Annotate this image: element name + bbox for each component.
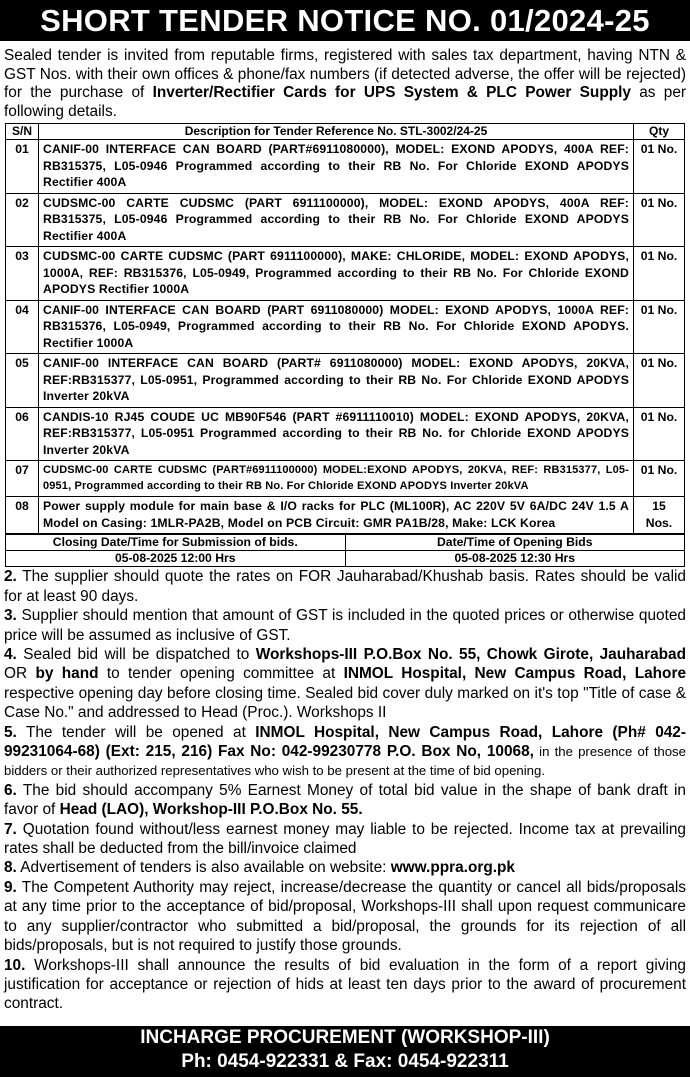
clause-5 <box>4 723 686 781</box>
intro-item-name: Inverter/Rectifier Cards for UPS System & PLC Power Supply <box>152 84 631 102</box>
clause-text: Sealed bid will be dispatched to <box>16 646 256 663</box>
items-table <box>5 123 685 534</box>
header-sn: S/N <box>6 124 39 140</box>
clause-number: 8. <box>4 859 17 877</box>
clause-number: 4. <box>4 646 17 663</box>
clause-7 <box>4 820 686 859</box>
row-sn: 03 <box>6 247 39 301</box>
row-qty: 01 No. <box>634 407 685 461</box>
intro-text: Sealed tender is invited from reputable firms, registered with sales tax department, having NTN & GST Nos. with their own offices & phone/fax numbers (if detected adverse, the offer will be rejected) for the purchase of <box>4 47 686 102</box>
clause-number: 2. <box>4 568 17 586</box>
row-description: CANIF-00 INTERFACE CAN BOARD (PART#6911080000), MODEL: EXOND APODYS, 400A REF: RB315375, L05-0946 Programmed according to their RB No. For Chloride EXOND APODYS Rectifier 400A <box>39 140 634 194</box>
table-header-row <box>6 124 685 140</box>
table-row <box>6 407 685 461</box>
opening-venue: INMOL Hospital, New Campus Road, Lahore (Ph# 042-99231064-68) (Ext: 215, 216) Fax No: 042-99230778 P.O. Box No, 10068, <box>4 723 686 761</box>
row-qty: 01 No. <box>634 247 685 301</box>
intro-text-end: as per following details. <box>4 84 686 120</box>
row-sn: 04 <box>6 300 39 354</box>
clause-number: 5. <box>4 723 17 741</box>
header-description: Description for Tender Reference No. STL-3002/24-25 <box>39 124 634 140</box>
row-description: CANDIS-10 RJ45 COUDE UC MB90F546 (PART #6911110010) MODEL: EXOND APODYS, 20KVA, REF:RB315377, L05-0951 Programmed according to their RB No. for Chloride EXOND APODYS Inverter 20kVA <box>39 407 634 461</box>
dates-table <box>5 534 685 567</box>
by-hand-text: by hand <box>35 665 99 683</box>
intro-paragraph <box>0 41 690 121</box>
dates-value-row <box>6 551 685 567</box>
clause-text: Workshops-III shall announce the results of bid evaluation in the form of a report giving justification for acceptance or rejection of hids at least ten days prior to the award of procurement contract. <box>4 956 686 1013</box>
row-qty: 01 No. <box>634 300 685 354</box>
table-row <box>6 300 685 354</box>
clause-text: The Competent Authority may reject, increase/decrease the quantity or cancel all bids/proposals at any time prior to the acceptance of bid/proposal, Workshops-III shall upon request communicare to any supplier/contractor who submitted a bid/proposal, the grounds for its rejection of all bids/proposals, but is not required to justify those grounds. <box>4 878 686 955</box>
row-sn: 01 <box>6 140 39 194</box>
clause-10 <box>4 956 686 1014</box>
closing-label: Closing Date/Time for Submission of bids. <box>6 535 346 551</box>
footer-contact: Ph: 0454-922331 & Fax: 0454-922311 <box>181 1051 509 1072</box>
clause-number: 7. <box>4 820 17 838</box>
contact-footer <box>0 1026 690 1077</box>
payee-name: Head (LAO), Workshop-III P.O.Box No. 55. <box>59 801 363 819</box>
row-description: CUDSMC-00 CARTE CUDSMC (PART#6911100000) MODEL:EXOND APODYS, 20KVA, REF: RB315377, L05-0951, Programmed according to their RB No. For Chloride EXOND APODYS Inverter 20kVA <box>39 461 634 497</box>
dispatch-address: Workshops-III P.O.Box No. 55, Chowk Girote, Jauharabad <box>255 646 686 663</box>
row-description: CUDSMC-00 CARTE CUDSMC (PART 6911100000), MODEL: EXOND APODYS, 400A REF: RB315375, L05-0946 Programmed according to their RB No. For Chloride EXOND APODYS Rectifier 400A <box>39 193 634 247</box>
terms-section <box>0 567 690 1013</box>
clause-number: 3. <box>4 607 17 625</box>
clause-text: The supplier should quote the rates on FOR Jauharabad/Khushab basis. Rates should be valid for at least 90 days. <box>4 568 686 605</box>
clause-text: to tender opening committee at <box>98 665 344 683</box>
committee-address: INMOL Hospital, New Campus Road, Lahore <box>343 665 687 683</box>
table-row <box>6 247 685 301</box>
clause-text: Quotation found without/less earnest money may liable to be rejected. Income tax at prevailing rates shall be deducted from the bill/invoice claimed <box>4 820 686 858</box>
footer-title: INCHARGE PROCUREMENT (WORKSHOP-III) <box>140 1027 550 1048</box>
row-qty: 01 No. <box>634 461 685 497</box>
clause-4 <box>4 645 686 723</box>
clause-6 <box>4 781 686 820</box>
row-qty: 01 No. <box>634 193 685 247</box>
row-qty: 01 No. <box>634 354 685 408</box>
clause-8 <box>4 858 686 877</box>
row-sn: 07 <box>6 461 39 497</box>
clause-text: in the presence of those bidders or their authorized representatives who wish to be present at the time of bid opening. <box>4 744 686 779</box>
clause-3 <box>4 606 686 645</box>
clause-number: 10. <box>4 956 26 974</box>
row-sn: 08 <box>6 497 39 534</box>
clause-text: The bid should accompany 5% Earnest Money of total bid value in the shape of bank draft in favor of <box>4 781 686 819</box>
header-qty: Qty <box>634 124 685 140</box>
opening-label: Date/Time of Opening Bids <box>345 535 685 551</box>
row-description: CANIF-00 INTERFACE CAN BOARD (PART 6911080000) MODEL: EXOND APODYS, 1000A REF: RB315376, L05-0949, Programmed according to their RB No. For Chloride EXOND APODYS. Rectifier 1000A <box>39 300 634 354</box>
table-row <box>6 461 685 497</box>
opening-datetime: 05-08-2025 12:30 Hrs <box>345 551 685 567</box>
closing-datetime: 05-08-2025 12:00 Hrs <box>6 551 346 567</box>
website-link[interactable]: www.ppra.org.pk <box>390 859 515 877</box>
table-row <box>6 497 685 534</box>
notice-title: SHORT TENDER NOTICE NO. 01/2024-25 <box>0 0 690 41</box>
table-row <box>6 193 685 247</box>
row-sn: 05 <box>6 354 39 408</box>
clause-text: Advertisement of tenders is also available on website: <box>16 859 391 877</box>
clause-text: respective opening day before closing time. Sealed bid cover duly marked on it's top "Title of case & Case No." and addressed to Head (Proc.). Workshops II <box>4 684 686 722</box>
clause-2 <box>4 567 686 606</box>
clause-9 <box>4 878 686 956</box>
clause-number: 6. <box>4 781 17 799</box>
row-qty: 15 Nos. <box>634 497 685 534</box>
clause-text: The tender will be opened at <box>16 723 256 741</box>
dates-label-row <box>6 535 685 551</box>
row-description: CANIF-00 INTERFACE CAN BOARD (PART# 6911080000) MODEL: EXOND APODYS, 20KVA, REF:RB315377, L05-0951, Programmed according to their RB No. For Chloride EXOND APODYS Inverter 20kVA <box>39 354 634 408</box>
table-row <box>6 354 685 408</box>
row-description: Power supply module for main base & I/O racks for PLC (ML100R), AC 220V 5V 6A/DC 24V 1.5 A Model on Casing: 1MLR-PA2B, Model on PCB Circuit: GMR PA1B/28, Make: LCK Korea <box>39 497 634 534</box>
clause-text: Supplier should mention that amount of GST is included in the quoted prices or otherwise quoted price will be assumed as inclusive of GST. <box>4 607 686 644</box>
row-sn: 06 <box>6 407 39 461</box>
clause-text: OR <box>4 665 36 683</box>
table-row <box>6 140 685 194</box>
row-description: CUDSMC-00 CARTE CUDSMC (PART 6911100000), MAKE: CHLORIDE, MODEL: EXOND APODYS, 1000A, REF: RB315376, L05-0949, Programmed according to their RB No. For Chloride EXOND APODYS Rectifier 1000A <box>39 247 634 301</box>
row-sn: 02 <box>6 193 39 247</box>
clause-number: 9. <box>4 878 17 896</box>
row-qty: 01 No. <box>634 140 685 194</box>
